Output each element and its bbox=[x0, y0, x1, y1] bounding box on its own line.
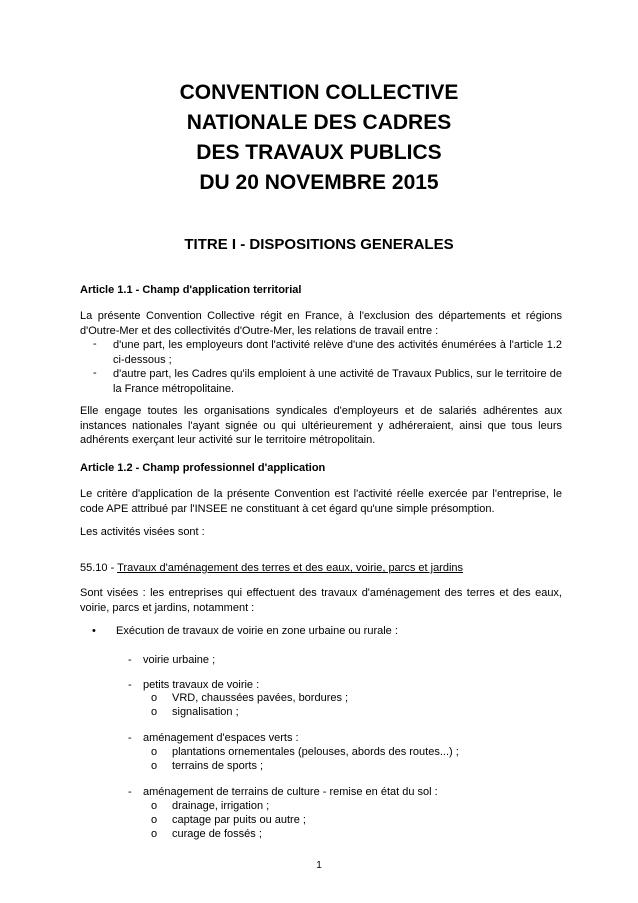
sub-item: plantations ornementales (pelouses, abords des routes...) ; bbox=[172, 746, 459, 758]
circle-marker: o bbox=[151, 760, 158, 772]
sub-item: terrains de sports ; bbox=[172, 760, 264, 772]
list-item-petits-travaux: petits travaux de voirie : bbox=[143, 679, 260, 691]
article-1-2-paragraph-1: Le critère d'application de la présente Convention est l'activité réelle exercée par l'entreprise, le code APE attribué par l'INSEE ne constituant à cet égard qu'une simple présomption. bbox=[80, 488, 562, 515]
circle-marker: o bbox=[151, 706, 158, 718]
sub-item: drainage, irrigation ; bbox=[172, 800, 270, 812]
page-number: 1 bbox=[316, 860, 322, 871]
section-heading bbox=[80, 562, 463, 574]
article-1-1-intro: La présente Convention Collective régit en France, à l'exclusion des départements et régions d'Outre-Mer et des collectivités d'Outre-Mer, les relations de travail entre : bbox=[80, 310, 562, 337]
article-1-2-paragraph-2: Les activités visées sont : bbox=[80, 526, 205, 538]
article-1-1-item-2: d'autre part, les Cadres qu'ils emploient à une activité de Travaux Publics, sur le territoire de la France métropolitaine. bbox=[113, 368, 562, 395]
sub-item: curage de fossés ; bbox=[172, 828, 262, 840]
dash-marker: - bbox=[128, 679, 132, 691]
circle-marker: o bbox=[151, 800, 158, 812]
circle-marker: o bbox=[151, 828, 158, 840]
article-1-1-item-1: d'une part, les employeurs dont l'activité relève d'une des activités énumérées à l'article 1.2 ci-dessous ; bbox=[113, 339, 562, 366]
dash-marker: - bbox=[93, 338, 97, 350]
circle-marker: o bbox=[151, 692, 158, 704]
sub-item: signalisation ; bbox=[172, 706, 239, 718]
article-1-2-paragraph-3: Sont visées : les entreprises qui effectuent des travaux d'aménagement des terres et des eaux, voirie, parcs et jardins, notamment : bbox=[80, 587, 562, 614]
article-1-1-heading: Article 1.1 - Champ d'application territorial bbox=[80, 284, 302, 296]
dash-marker: - bbox=[128, 654, 132, 666]
document-title-line-2: NATIONALE DES CADRES bbox=[186, 111, 452, 134]
dash-marker: - bbox=[128, 732, 132, 744]
bullet-item: Exécution de travaux de voirie en zone urbaine ou rurale : bbox=[116, 625, 398, 637]
circle-marker: o bbox=[151, 814, 158, 826]
section-title: Travaux d'aménagement des terres et des eaux, voirie, parcs et jardins bbox=[117, 562, 464, 574]
document-title-line-3: DES TRAVAUX PUBLICS bbox=[196, 141, 442, 164]
list-item-voirie-urbaine: voirie urbaine ; bbox=[143, 654, 216, 666]
list-item-terrains-culture: aménagement de terrains de culture - remise en état du sol : bbox=[143, 786, 438, 798]
titre-heading: TITRE I - DISPOSITIONS GENERALES bbox=[184, 236, 454, 253]
sub-item: captage par puits ou autre ; bbox=[172, 814, 306, 826]
circle-marker: o bbox=[151, 746, 158, 758]
sub-item: VRD, chaussées pavées, bordures ; bbox=[172, 692, 349, 704]
article-1-2-heading: Article 1.2 - Champ professionnel d'application bbox=[80, 462, 326, 474]
list-item-espaces-verts: aménagement d'espaces verts : bbox=[143, 732, 299, 744]
dash-marker: - bbox=[93, 367, 97, 379]
document-title-line-4: DU 20 NOVEMBRE 2015 bbox=[199, 171, 439, 194]
section-code: 55.10 - bbox=[80, 562, 118, 574]
document-title-line-1: CONVENTION COLLECTIVE bbox=[179, 81, 459, 104]
bullet-icon: • bbox=[92, 625, 96, 637]
article-1-1-paragraph-2: Elle engage toutes les organisations syndicales d'employeurs et de salariés adhérentes aux instances nationales l'ayant signée ou qui ultérieurement y adhéreraient, ainsi que tous leurs adhérents exerçant leur activité sur le territoire métropolitain. bbox=[80, 405, 562, 446]
dash-marker: - bbox=[128, 786, 132, 798]
